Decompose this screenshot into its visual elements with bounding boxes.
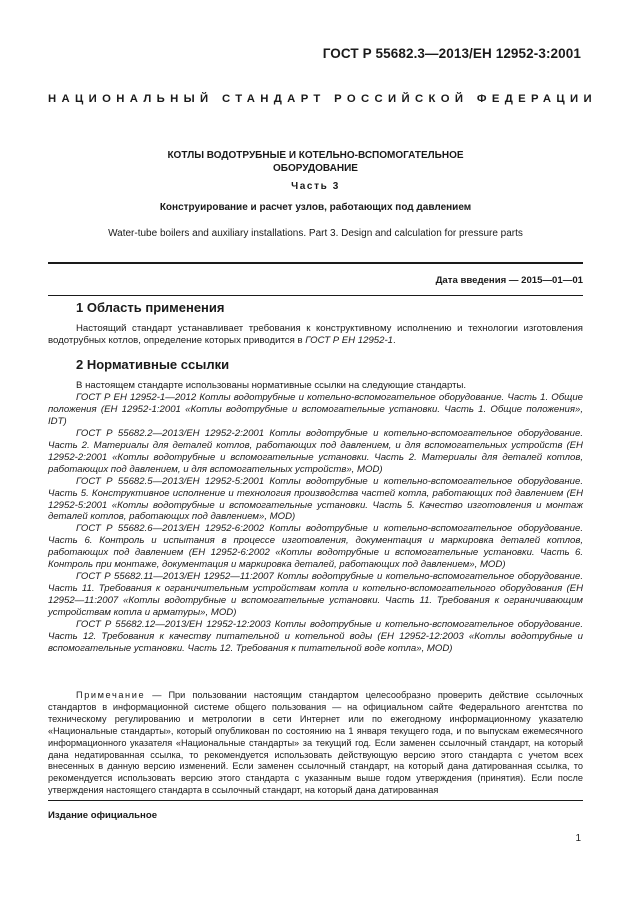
introduction-date-label: Дата введения (435, 275, 507, 286)
note-block (48, 690, 583, 797)
section-1-text: Настоящий стандарт устанавливает требования к конструктивному исполнению и технологии изготовления водотрубных котлов, определение которых приводится в (48, 323, 583, 346)
note-label: Примечание (76, 690, 146, 700)
normative-reference: ГОСТ Р 55682.12—2013/ЕН 12952-12:2003 Котлы водотрубные и котельно-вспомогательное оборудование. Часть 12. Требования к качеству питательной и котельной воды (ЕН 12952-12:2003 «Котлы водотрубные и вспомогательные установки. Часть 12. Требования к питательной воде котла», MOD) (48, 619, 583, 654)
section-2-heading: 2 Нормативные ссылки (76, 357, 230, 372)
normative-reference: ГОСТ Р 55682.5—2013/ЕН 12952-5:2001 Котлы водотрубные и котельно-вспомогательное оборудование. Часть 5. Конструктивное исполнение и технология производства частей котла, работающих под давлением (ЕН 12952-5:2001 «Котлы водотрубные и вспомогательные установки. Часть 5. Качество изготовления и монтаж деталей котлов, работающих под давлением», MOD) (48, 475, 583, 523)
official-edition-label: Издание официальное (48, 810, 158, 821)
note-text: — При пользовании настоящим стандартом целесообразно проверить действие ссылочных стандартов в информационной системе общего пользования — на официальном сайте Федерального агентства по техническому регулированию и метрологии в сети Интернет или по ежегодному информационному указателю «Национальные стандарты», который опубликован по состоянию на 1 января текущего года, и по выпускам ежемесячного информационного указателя «Национальные стандарты» за текущий год. Если заменен ссылочный стандарт, на который дана недатированная ссылка, то рекомендуется использовать действующую версию этого стандарта с учетом всех внесенных в данную версию изменений. Если заменен ссылочный стандарт, на который дана датированная ссылка, то рекомендуется использовать версию этого стандарта с указанным выше годом утверждения (принятия). Если после утверждения настоящего стандарта в ссылочный стандарт, на который дана датированная (48, 690, 583, 796)
date-divider (48, 295, 583, 296)
section-1-reference: ГОСТ Р ЕН 12952-1 (305, 334, 393, 346)
title-line-2: ОБОРУДОВАНИЕ (273, 162, 358, 174)
page-number: 1 (575, 833, 581, 844)
section-1-body: Настоящий стандарт устанавливает требования к конструктивному исполнению и технологии изготовления водотрубных котлов, определение которых приводится в ГОСТ Р ЕН 12952-1. (48, 323, 583, 346)
normative-reference: ГОСТ Р 55682.6—2013/ЕН 12952-6:2002 Котлы водотрубные и котельно-вспомогательное оборудование. Часть 6. Контроль и испытания в процессе изготовления, документация и маркировка деталей котлов, работающих под давлением (ЕН 12952-6:2002 «Котлы водотрубные и вспомогательные установки. Часть 6. Контроль при монтаже, документация и маркировка деталей, работающих под давлением», MOD) (48, 523, 583, 571)
section-2-intro: В настоящем стандарте использованы нормативные ссылки на следующие стандарты. (76, 380, 467, 391)
introduction-date-value: — 2015—01—01 (508, 275, 583, 286)
document-code: ГОСТ Р 55682.3—2013/ЕН 12952-3:2001 (322, 46, 581, 61)
title-divider (48, 262, 583, 264)
normative-reference: ГОСТ Р 55682.11—2013/ЕН 12952—11:2007 Котлы водотрубные и котельно-вспомогательное оборудование. Часть 11. Требования к ограничительным устройствам котла и котельно-вспомогательного оборудования (ЕН 12952—11:2007 «Котлы водотрубные и вспомогательные установки. Часть 11. Требования к ограничивающим устройствам котла и арматуры», MOD) (48, 571, 583, 619)
document-title (48, 150, 583, 175)
introduction-date (436, 275, 583, 286)
english-title: Water-tube boilers and auxiliary installations. Part 3. Design and calculation for pressure parts (108, 228, 523, 239)
normative-reference: ГОСТ Р ЕН 12952-1—2012 Котлы водотрубные и котельно-вспомогательное оборудование. Часть 1. Общие положения (ЕН 12952-1:2001 «Котлы водотрубные и вспомогательные установки. Часть 1. Общие положения», IDT) (48, 391, 583, 427)
title-line-1: КОТЛЫ ВОДОТРУБНЫЕ И КОТЕЛЬНО-ВСПОМОГАТЕЛЬНОЕ (167, 150, 464, 161)
section-2-body (48, 380, 583, 655)
normative-reference: ГОСТ Р 55682.2—2013/ЕН 12952-2:2001 Котлы водотрубные и котельно-вспомогательное оборудование. Часть 2. Материалы для деталей котлов, работающих под давлением, и для вспомогательных устройств (ЕН 12952-2:2001 «Котлы водотрубные и вспомогательные установки. Часть 2. Материалы для деталей котлов, работающих под давлением, и для вспомогательных устройств», MOD) (48, 427, 583, 475)
national-standard-banner: НАЦИОНАЛЬНЫЙ СТАНДАРТ РОССИЙСКОЙ ФЕДЕРАЦИИ (48, 93, 597, 105)
part-label: Часть 3 (291, 181, 340, 192)
footer-divider (48, 800, 583, 801)
document-subtitle: Конструирование и расчет узлов, работающих под давлением (159, 202, 472, 213)
section-1-heading: 1 Область применения (76, 300, 225, 315)
